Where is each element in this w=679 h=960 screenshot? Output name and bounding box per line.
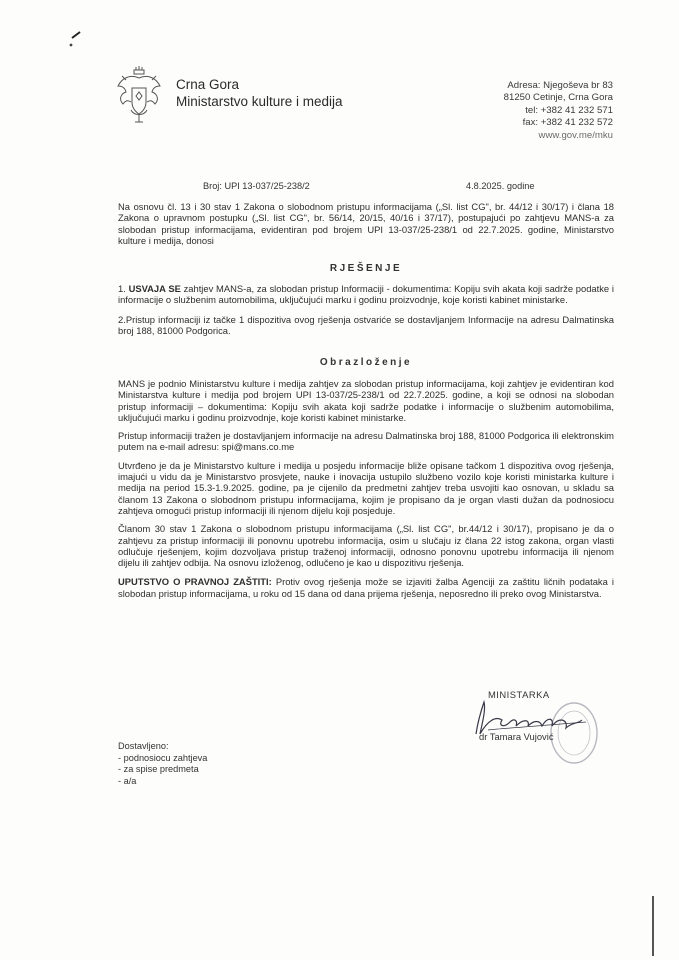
website-link[interactable]: www.gov.me/mku bbox=[538, 129, 613, 141]
decision-item-2: 2.Pristup informaciji iz tačke 1 dispozitiva ovog rješenja ostvariće se dostavljanjem Informacije na adresu Dalmatinska broj 188, 81000 Podgorica. bbox=[118, 313, 614, 336]
decision-item-1 bbox=[118, 283, 614, 306]
document-date: 4.8.2025. godine bbox=[466, 181, 535, 191]
address-block bbox=[430, 80, 613, 142]
decision-item-1-bold: USVAJA SE bbox=[128, 283, 181, 294]
scan-edge-line bbox=[652, 896, 654, 956]
phone-line: tel: +382 41 232 571 bbox=[525, 104, 613, 116]
reasoning-paragraph: Utvrđeno je da je Ministarstvo kulture i medija u posjedu informacije bliže opisane tačkom 1 dispozitiva ovog rješenja, imajući u vidu da je Ministarstvo prosvjete, nauke i inovacija ustupilo službeno vozilo koje koristi ministarka kulture i medija na period 15.3-1.9.2025. godine, pa je cijenilo da predmetni zahtjev treba usvojiti kao osnovan, u skladu sa članom 13 Zakona o slobodnom pristupu informacijama, kojim je propisano da je organ vlasti dužan da podnosiocu zahtjeva omogući pristup informaciji ili njenom dijelu koji posjeduje. bbox=[118, 459, 614, 516]
address-line: 81250 Cetinje, Crna Gora bbox=[503, 92, 613, 104]
intro-paragraph: Na osnovu čl. 13 i 30 stav 1 Zakona o slobodnom pristupu informacijama („Sl. list CG", br. 44/12 i 30/17) i člana 18 Zakona o upravnom postupku („Sl. list CG", br. 56/14, 20/15, 40/16 i 37/17), postupajući po zahtjevu MANS-a za slobodan pristup informacijama, evidentiran pod brojem UPI 13-037/25-238/1 od 22.7.2025. godine, Ministarstvo kulture i medija, donosi bbox=[118, 201, 614, 246]
decision-item-1-number: 1. bbox=[118, 283, 129, 294]
legal-remedy-label: UPUTSTVO O PRAVNOJ ZAŠTITI: bbox=[118, 576, 272, 588]
delivery-label: Dostavljeno: bbox=[118, 741, 169, 751]
signatory-name: dr Tamara Vujović bbox=[479, 731, 554, 742]
signatory-title: MINISTARKA bbox=[488, 689, 550, 700]
decision-heading: RJEŠENJE bbox=[329, 263, 403, 274]
org-ministry: Ministarstvo kulture i medija bbox=[176, 94, 343, 109]
organization-name bbox=[176, 76, 343, 110]
reasoning-paragraph: MANS je podnio Ministarstvu kulture i medija zahtjev za slobodan pristup informacijama, koji zahtjev je evidentiran kod Ministarstva kulture i medija pod brojem UPI 13-037/25-238/1 od 22.7.2025. godine, a koji se odnosi na slobodan pristup informaciji – dokumentima: Kopiju svih akata koji sadrže podatke i informacije o službenim automobilima, uključujući marku i godinu proizvodnje, koje koristi kabinet ministarke. bbox=[118, 378, 614, 423]
delivery-list bbox=[118, 741, 207, 787]
reasoning-heading: Obrazloženje bbox=[319, 357, 413, 368]
reasoning-paragraph: Pristup informaciji tražen je dostavljanjem informacije na adresu Dalmatinska broj 188, 81000 Podgorica ili elektronskim putem na e-mail adresu: spi@mans.co.me bbox=[118, 430, 614, 453]
delivery-item: - a/a bbox=[118, 775, 137, 786]
decision-item-1-text: zahtjev MANS-a, za slobodan pristup Informaciji - dokumentima: Kopiju svih akata koji sadrže podatke i informacije o službenim automobilima, uključujući marku i godinu proizvodnje, koje koristi kabinet ministarke. bbox=[118, 283, 614, 306]
coat-of-arms-icon bbox=[114, 66, 164, 126]
address-line: Adresa: Njegoševa br 83 bbox=[507, 80, 613, 91]
reasoning-paragraph: Članom 30 stav 1 Zakona o slobodnom pristupu informacijama („Sl. list CG", br.44/12 i 30/17), propisano je da o zahtjevu za pristup informaciji ili ponovnu upotrebu informacija, osim u slučaju iz člana 22 istog zakona, organ vlasti odlučuje rješenjem, kojim dozvoljava pristup traženoj informaciji, odnosno ponovnu upotrebu informacija ili njenom dijelu ili zahtjev odbija. Na osnovu izloženog, odlučeno je kao u dispozitivu rješenja. bbox=[118, 523, 614, 569]
reasoning-section bbox=[118, 378, 614, 599]
pen-mark bbox=[66, 20, 96, 50]
org-country: Crna Gora bbox=[176, 77, 240, 92]
reference-number: Broj: UPI 13-037/25-238/2 bbox=[203, 181, 310, 191]
delivery-item: - podnosiocu zahtjeva bbox=[118, 752, 208, 763]
fax-line: fax: +382 41 232 572 bbox=[522, 117, 613, 129]
legal-remedy bbox=[118, 576, 614, 599]
legal-remedy-text: Protiv ovog rješenja može se izjaviti žalba Agenciji za zaštitu ličnih podataka i slobodan pristup informacijama, u roku od 15 dana od dana prijema rješenja, neposredno ili preko ovog Ministarstva. bbox=[118, 576, 614, 599]
delivery-item: - za spise predmeta bbox=[118, 764, 199, 775]
decision-section bbox=[118, 283, 614, 336]
intro-section bbox=[118, 201, 614, 246]
